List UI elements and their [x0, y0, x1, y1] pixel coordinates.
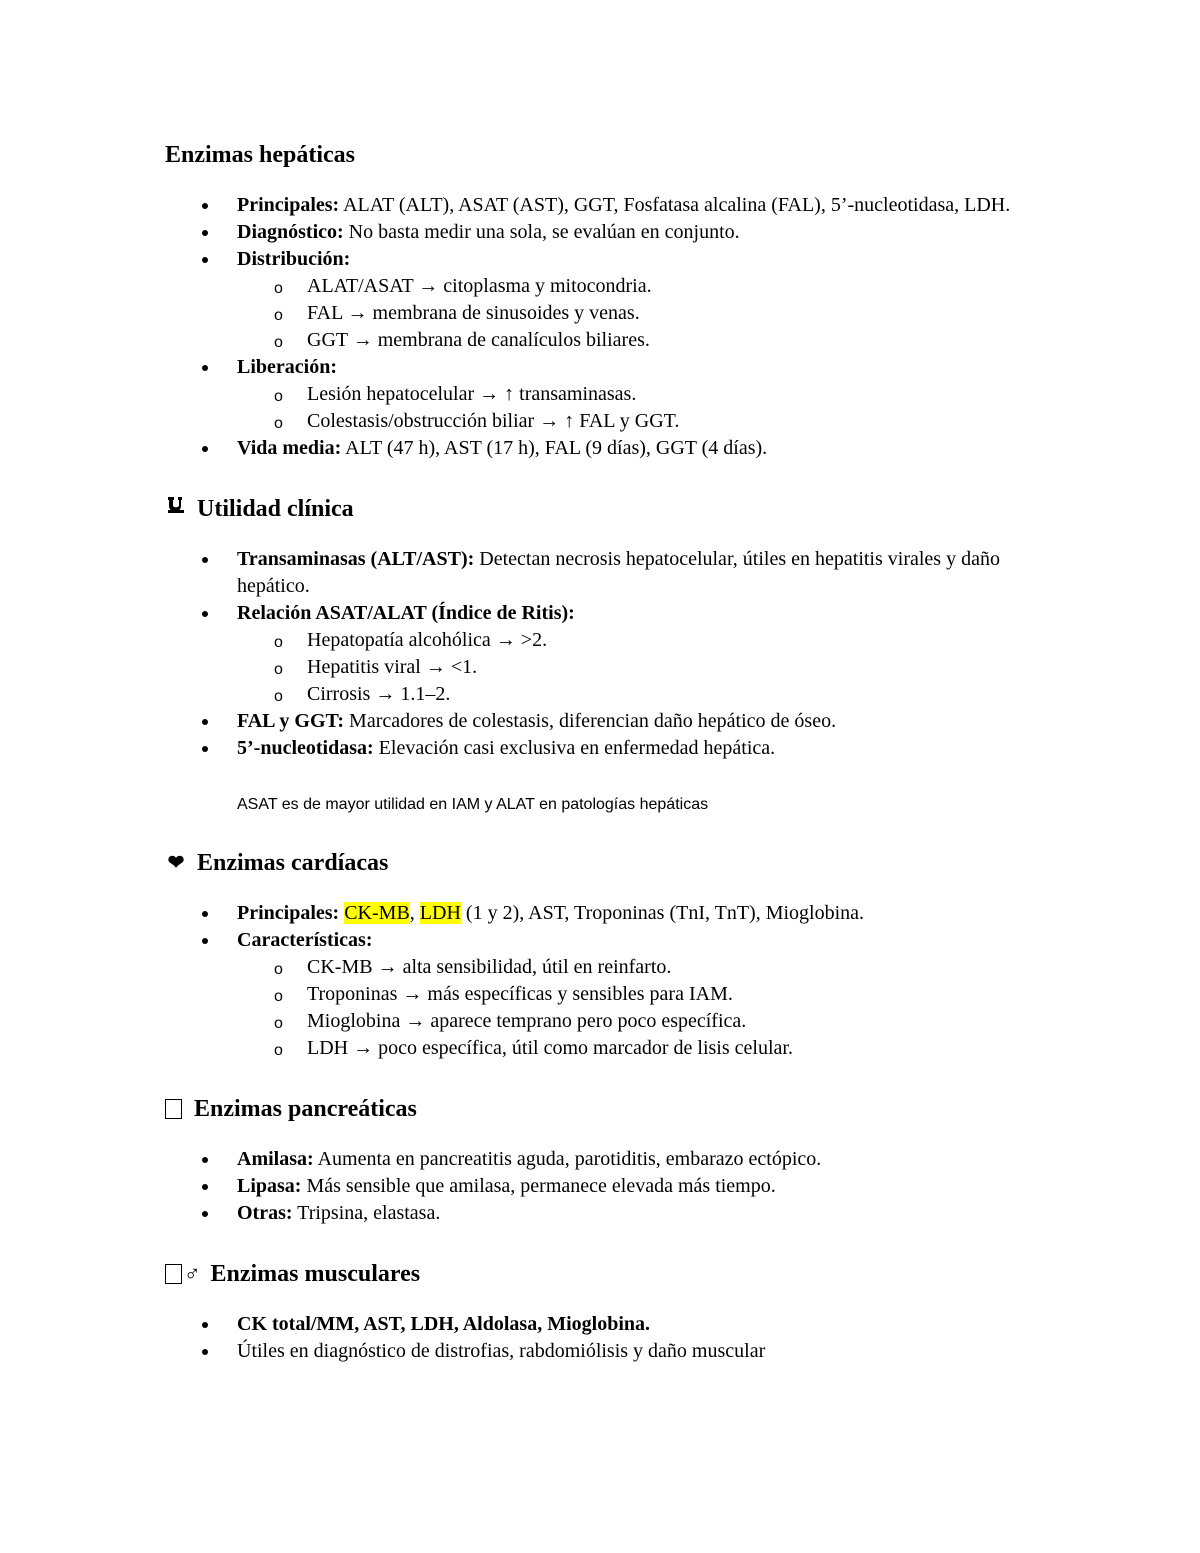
list-item-utiles: Útiles en diagnóstico de distrofias, rabdomiólisis y daño muscular — [165, 1338, 1045, 1365]
sublist-item: o CK-MB → alta sensibilidad, útil en reinfarto. — [237, 954, 1045, 981]
item-label: Características: — [237, 929, 373, 951]
list-item-amilasa — [165, 1146, 1045, 1173]
item-label: Relación ASAT/ALAT (Índice de Ritis): — [237, 602, 575, 624]
item-text: Detectan necrosis hepatocelular, útiles en hepatitis virales y daño hepático. — [237, 548, 1000, 597]
list-item-otras — [165, 1200, 1045, 1227]
section-heading-musculares — [165, 1257, 1045, 1291]
male-sign-icon: ♂ — [184, 1261, 201, 1286]
section-title-hepaticas: Enzimas hepáticas — [165, 142, 356, 168]
list-item-ck-total — [165, 1311, 1045, 1338]
item-label: CK total/MM, AST, LDH, Aldolasa, Mioglobina. — [237, 1313, 650, 1335]
sublist-item: o ALAT/ASAT → citoplasma y mitocondria. — [237, 273, 1045, 300]
sublist-item: o GGT → membrana de canalículos biliares. — [237, 327, 1045, 354]
list-item-transaminasas — [165, 546, 1045, 600]
caracteristicas-sublist — [237, 954, 1045, 1062]
pancreaticas-list — [165, 1146, 1045, 1227]
item-text: ALAT (ALT), ASAT (AST), GGT, Fosfatasa alcalina (FAL), 5’-nucleotidasa, LDH. — [339, 194, 1011, 216]
relacion-sublist — [237, 627, 1045, 708]
section-title-musculares: Enzimas musculares — [210, 1261, 421, 1287]
section-title-cardiacas: Enzimas cardíacas — [197, 850, 389, 876]
item-text: Tripsina, elastasa. — [292, 1202, 441, 1224]
hepaticas-list — [165, 192, 1045, 462]
sublist-item: o Hepatopatía alcohólica → >2. — [237, 627, 1045, 654]
item-text: , — [409, 902, 415, 924]
sublist-item: o Hepatitis viral → <1. — [237, 654, 1045, 681]
item-label: Principales: — [237, 902, 340, 924]
sublist-item: o Colestasis/obstrucción biliar → ↑ FAL y GGT. — [237, 408, 1045, 435]
section-heading-pancreaticas — [165, 1092, 1045, 1126]
item-label: FAL y GGT: — [237, 710, 345, 732]
list-item-lipasa — [165, 1173, 1045, 1200]
section-heading-cardiacas — [165, 846, 1045, 880]
list-item-principales — [165, 192, 1045, 219]
section-enzimas-musculares — [165, 1257, 1045, 1365]
highlight-ldh: LDH — [419, 902, 461, 924]
section-enzimas-pancreaticas — [165, 1092, 1045, 1227]
section-title-utilidad: Utilidad clínica — [197, 496, 354, 522]
sublist-item: o Troponinas → más específicas y sensibles para IAM. — [237, 981, 1045, 1008]
item-label: Transaminasas (ALT/AST): — [237, 548, 475, 570]
item-text: ALT (47 h), AST (17 h), FAL (9 días), GGT (4 días). — [341, 437, 768, 459]
item-label: Amilasa: — [237, 1148, 314, 1170]
item-label: Distribución: — [237, 248, 351, 270]
heart-icon: ❤ — [167, 852, 185, 874]
sublist-item: o Cirrosis → 1.1–2. — [237, 681, 1045, 708]
missing-glyph-box-icon — [165, 1264, 182, 1284]
sublist-item: o Mioglobina → aparece temprano pero poco específica. — [237, 1008, 1045, 1035]
utilidad-list — [165, 546, 1045, 762]
document-content — [165, 138, 1045, 1365]
cardiacas-list — [165, 900, 1045, 1062]
list-item-principales-cardiacas — [165, 900, 1045, 927]
list-item-fal-ggt — [165, 708, 1045, 735]
item-label: Principales: — [237, 194, 340, 216]
section-enzimas-cardiacas — [165, 846, 1045, 1062]
musculares-list — [165, 1311, 1045, 1365]
list-item-distribucion — [165, 246, 1045, 354]
sublist-item: o Lesión hepatocelular → ↑ transaminasas. — [237, 381, 1045, 408]
item-label: 5’-nucleotidasa: — [237, 737, 374, 759]
highlight-ckmb: CK-MB — [344, 902, 410, 924]
item-label: Liberación: — [237, 356, 337, 378]
section-utilidad-clinica — [165, 492, 1045, 816]
missing-glyph-box-icon — [165, 1099, 182, 1119]
list-item-vida-media — [165, 435, 1045, 462]
section-heading-utilidad — [165, 492, 1045, 526]
sublist-item: o LDH → poco específica, útil como marcador de lisis celular. — [237, 1035, 1045, 1062]
item-text: Más sensible que amilasa, permanece elevada más tiempo. — [301, 1175, 776, 1197]
item-text: Marcadores de colestasis, diferencian daño hepático de óseo. — [344, 710, 837, 732]
list-item-nucleotidasa — [165, 735, 1045, 762]
item-text: Elevación casi exclusiva en enfermedad hepática. — [373, 737, 776, 759]
item-label: Diagnóstico: — [237, 221, 344, 243]
microscope-icon — [165, 492, 187, 526]
item-text: (1 y 2), AST, Troponinas (TnI, TnT), Mioglobina. — [460, 902, 865, 924]
distribucion-sublist — [237, 273, 1045, 354]
list-item-relacion — [165, 600, 1045, 708]
item-label: Vida media: — [237, 437, 342, 459]
note-text: ASAT es de mayor utilidad en IAM y ALAT en patologías hepáticas — [237, 796, 709, 813]
list-item-liberacion — [165, 354, 1045, 435]
item-label: Lipasa: — [237, 1175, 302, 1197]
item-text: Aumenta en pancreatitis aguda, parotiditis, embarazo ectópico. — [313, 1148, 822, 1170]
sublist-item: o FAL → membrana de sinusoides y venas. — [237, 300, 1045, 327]
list-item-caracteristicas — [165, 927, 1045, 1062]
item-label: Otras: — [237, 1202, 293, 1224]
section-enzimas-hepaticas — [165, 138, 1045, 462]
liberacion-sublist — [237, 381, 1045, 435]
section-title-pancreaticas: Enzimas pancreáticas — [194, 1096, 417, 1122]
item-text: No basta medir una sola, se evalúan en conjunto. — [343, 221, 740, 243]
list-item-diagnostico — [165, 219, 1045, 246]
